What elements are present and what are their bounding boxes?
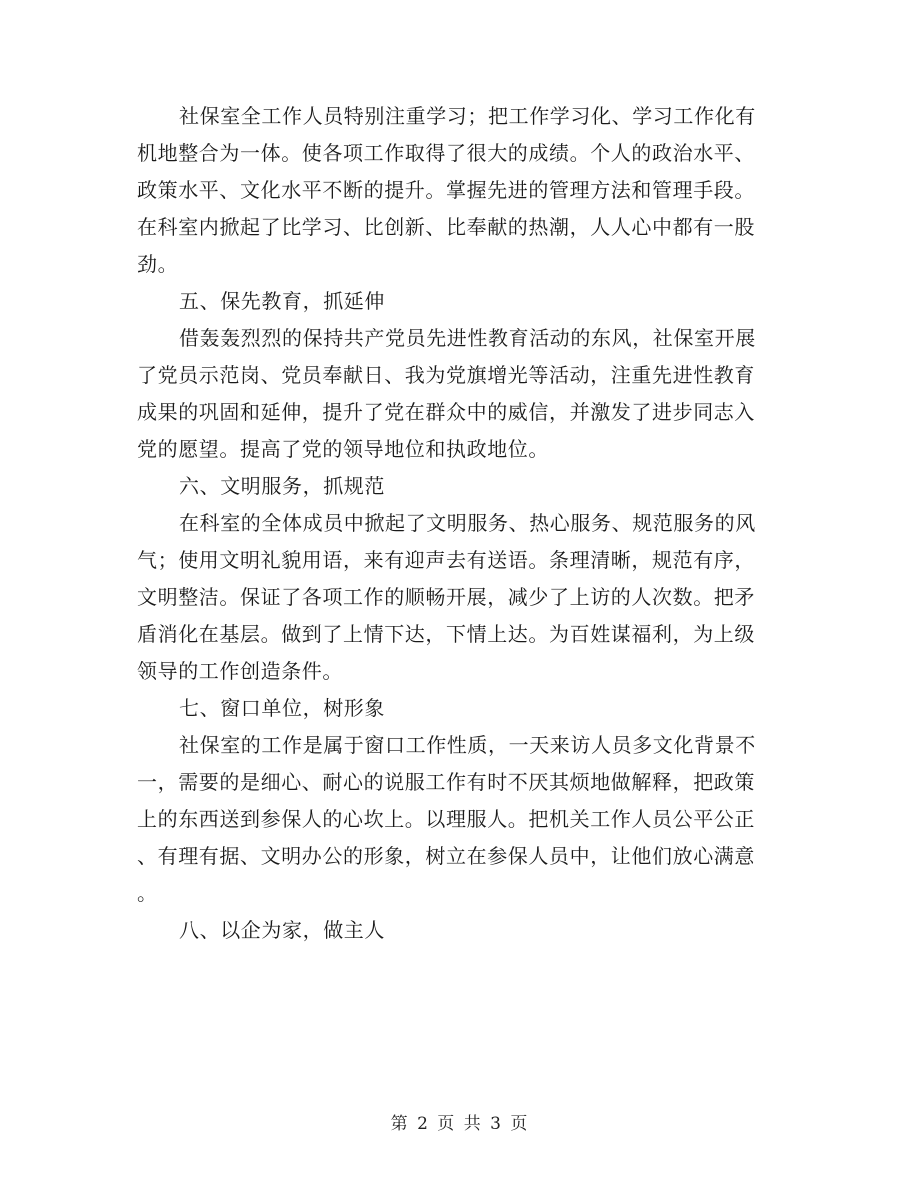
paragraph-line: 党的愿望。提高了党的领导地位和执政地位。 xyxy=(137,437,549,461)
paragraph-line: 盾消化在基层。做到了上情下达，下情上达。为百姓谋福利，为上级 xyxy=(137,622,755,646)
paragraph-line: 在科室的全体成员中掀起了文明服务、热心服务、规范服务的风 xyxy=(179,511,756,535)
paragraph-line: 劲。 xyxy=(137,252,179,276)
paragraph-line: 气；使用文明礼貌用语，来有迎声去有送语。条理清晰，规范有序， xyxy=(137,548,755,572)
paragraph-line: 成果的巩固和延伸，提升了党在群众中的威信，并激发了进步同志入 xyxy=(137,400,755,424)
paragraph-line: 、有理有据、文明办公的形象，树立在参保人员中，让他们放心满意 xyxy=(137,844,755,868)
paragraph-line: 社保室的工作是属于窗口工作性质，一天来访人员多文化背景不 xyxy=(179,733,756,757)
page-footer: 第 2 页 共 3 页 xyxy=(390,1114,530,1134)
paragraph-line: 借轰轰烈烈的保持共产党员先进性教育活动的东风，社保室开展 xyxy=(179,326,756,350)
paragraph-line: 一，需要的是细心、耐心的说服工作有时不厌其烦地做解释，把政策 xyxy=(137,770,755,794)
paragraph-line: 社保室全工作人员特别注重学习；把工作学习化、学习工作化有 xyxy=(179,104,756,128)
paragraph-line: 。 xyxy=(137,881,158,905)
paragraph-line: 了党员示范岗、党员奉献日、我为党旗增光等活动，注重先进性教育 xyxy=(137,363,755,387)
paragraph-line: 领导的工作创造条件。 xyxy=(137,659,343,683)
paragraph-line: 机地整合为一体。使各项工作取得了很大的成绩。个人的政治水平、 xyxy=(137,141,755,165)
section-heading: 五、保先教育，抓延伸 xyxy=(179,289,385,313)
paragraph-line: 上的东西送到参保人的心坎上。以理服人。把机关工作人员公平公正 xyxy=(137,807,755,831)
section-heading: 六、文明服务，抓规范 xyxy=(179,474,385,498)
paragraph-line: 政策水平、文化水平不断的提升。掌握先进的管理方法和管理手段。 xyxy=(137,178,755,202)
paragraph-line: 在科室内掀起了比学习、比创新、比奉献的热潮，人人心中都有一股 xyxy=(137,215,755,239)
document-body xyxy=(137,98,787,949)
paragraph-line: 文明整洁。保证了各项工作的顺畅开展，减少了上访的人次数。把矛 xyxy=(137,585,755,609)
section-heading: 八、以企为家，做主人 xyxy=(179,918,385,942)
section-heading: 七、窗口单位，树形象 xyxy=(179,696,385,720)
